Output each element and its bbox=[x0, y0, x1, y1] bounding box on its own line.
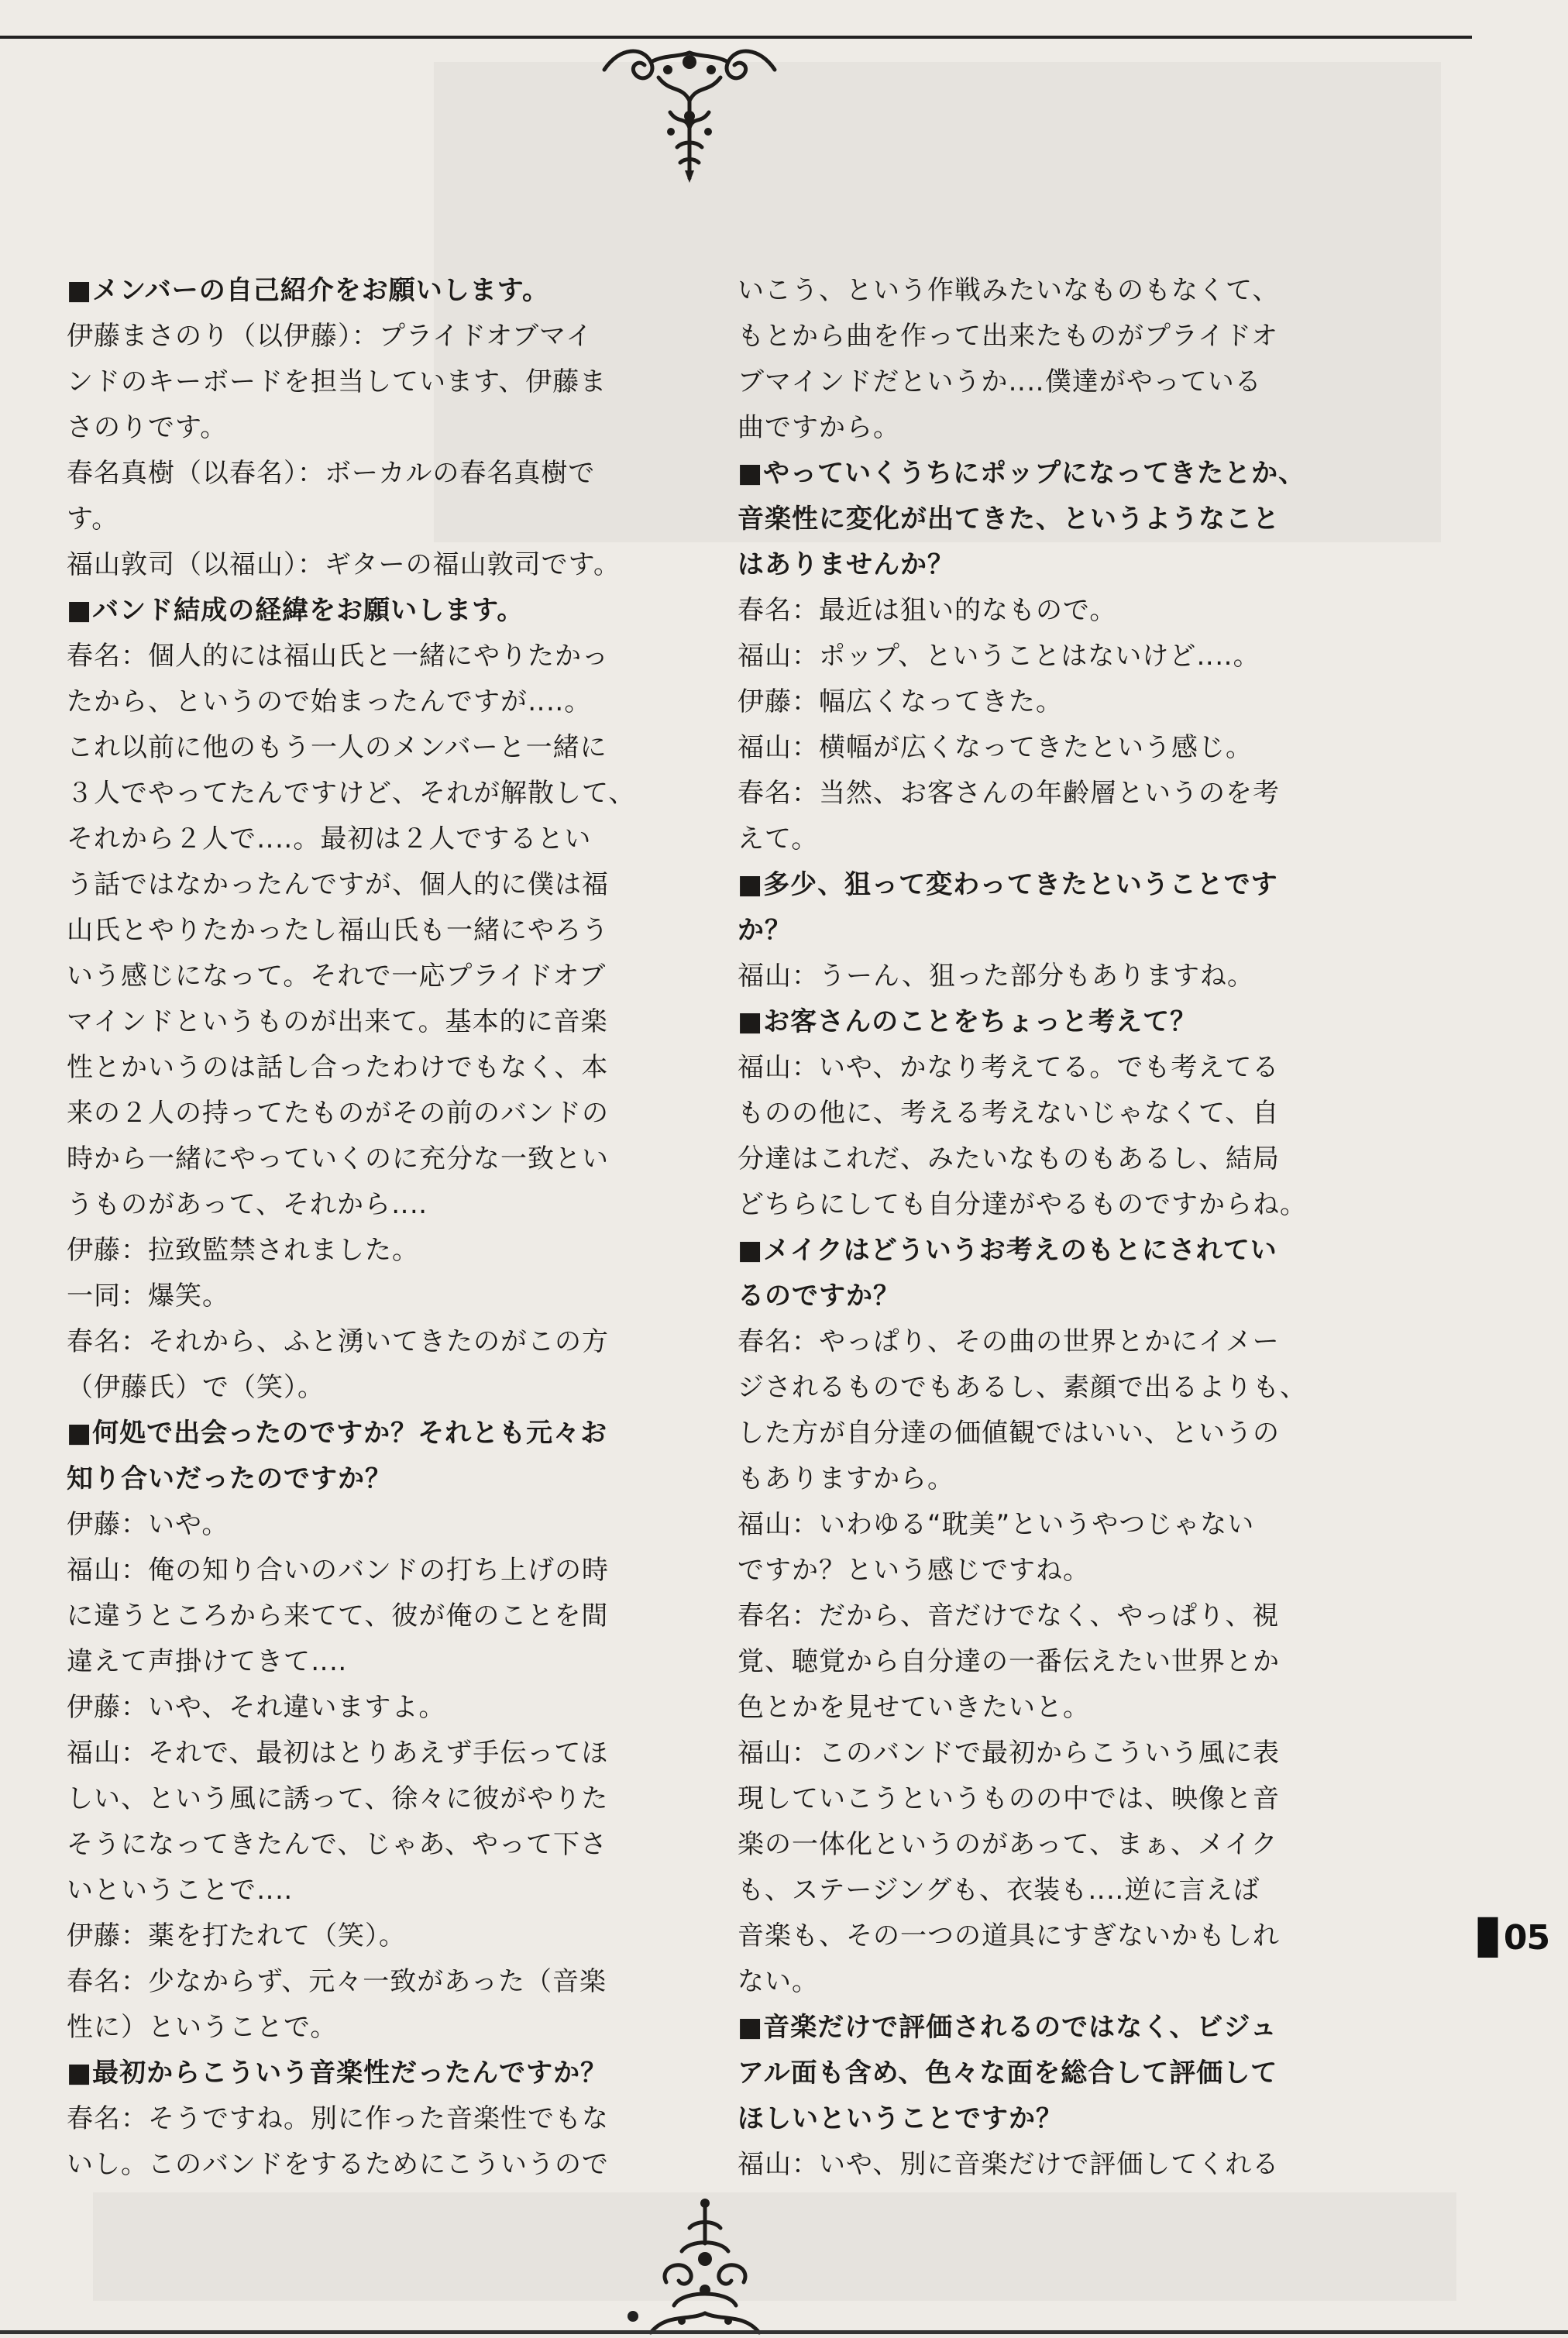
text-line: 性とかいうのは話し合ったわけでもなく、本 bbox=[67, 1052, 609, 1083]
text-line: 春名：少なからず、元々一致があった（音楽 bbox=[67, 1966, 607, 1997]
text-line: うものがあって、それから‥‥ bbox=[67, 1189, 428, 1220]
text-line: もありますから。 bbox=[738, 1463, 954, 1494]
text-line: マインドというものが出来て。基本的に音楽 bbox=[67, 1006, 608, 1037]
text-line: 伊藤：薬を打たれて（笑）。 bbox=[67, 1920, 406, 1951]
text-line: 曲ですから。 bbox=[738, 412, 900, 443]
text-line: 色とかを見せていきたいと。 bbox=[738, 1692, 1090, 1723]
text-line: 春名：やっぱり、その曲の世界とかにイメー bbox=[738, 1326, 1280, 1357]
background-shade-bottom bbox=[93, 2192, 1456, 2301]
text-line: どちらにしても自分達がやるものですからね。 bbox=[738, 1189, 1307, 1220]
text-line: 伊藤：拉致監禁されました。 bbox=[67, 1235, 419, 1266]
text-line: いう感じになって。それで一応プライドオブ bbox=[67, 961, 607, 992]
text-line: しい、という風に誘って、徐々に彼がやりた bbox=[67, 1783, 609, 1814]
text-line: ない。 bbox=[738, 1966, 819, 1997]
text-line: 現していこうというものの中では、映像と音 bbox=[738, 1783, 1280, 1814]
text-line: いこう、という作戦みたいなものもなくて、 bbox=[738, 275, 1280, 306]
text-line: ３人でやってたんですけど、それが解散して、 bbox=[67, 778, 636, 809]
text-line: 春名：そうですね。別に作った音楽性でもな bbox=[67, 2103, 609, 2134]
text-line: 来の２人の持ってたものがその前のバンドの bbox=[67, 1098, 609, 1129]
question-line: ほしいということですか？ bbox=[738, 2103, 1063, 2134]
right-column bbox=[738, 268, 1419, 2188]
page-number: ▊05 bbox=[1478, 1918, 1550, 1958]
question-line: 音楽性に変化が出てきた、というようなこと bbox=[738, 504, 1280, 535]
text-line: 山氏とやりたかったし福山氏も一緒にやろう bbox=[67, 915, 609, 946]
text-line: 福山：いや、別に音楽だけで評価してくれる bbox=[738, 2149, 1280, 2180]
text-line: 春名：最近は狙い的なもので。 bbox=[738, 595, 1117, 626]
text-line: さのりです。 bbox=[67, 412, 228, 443]
question-line: ■多少、狙って変わってきたということです bbox=[738, 869, 1278, 900]
text-line: 春名：当然、お客さんの年齢層というのを考 bbox=[738, 778, 1280, 809]
text-line: 音楽も、その一つの道具にすぎないかもしれ bbox=[738, 1920, 1280, 1951]
text-line: 春名真樹（以春名）：ボーカルの春名真樹で bbox=[67, 458, 596, 489]
text-line: 春名：だから、音だけでなく、やっぱり、視 bbox=[738, 1600, 1280, 1631]
text-line: 福山：いや、かなり考えてる。でも考えてる bbox=[738, 1052, 1280, 1083]
question-line: はありませんか？ bbox=[738, 549, 954, 580]
text-line: いし。このバンドをするためにこういうので bbox=[67, 2149, 609, 2180]
text-line: 福山：それで、最初はとりあえず手伝ってほ bbox=[67, 1738, 609, 1769]
text-line: 一同：爆笑。 bbox=[67, 1281, 229, 1312]
text-line: 分達はこれだ、みたいなものもあるし、結局 bbox=[738, 1143, 1280, 1174]
question-line: ■やっていくうちにポップになってきたとか、 bbox=[738, 458, 1306, 489]
question-line: ■何処で出会ったのですか？それとも元々お bbox=[67, 1418, 608, 1449]
question-line: 知り合いだったのですか？ bbox=[67, 1463, 392, 1494]
text-line: 伊藤：幅広くなってきた。 bbox=[738, 686, 1063, 717]
question-line: ■バンド結成の経緯をお願いします。 bbox=[67, 595, 524, 626]
bottom-dot bbox=[628, 2311, 638, 2322]
text-line: ものの他に、考える考えないじゃなくて、自 bbox=[738, 1098, 1280, 1129]
text-line: もとから曲を作って出来たものがプライドオ bbox=[738, 321, 1278, 352]
text-line: 福山：俺の知り合いのバンドの打ち上げの時 bbox=[67, 1555, 609, 1586]
text-line: 時から一緒にやっていくのに充分な一致とい bbox=[67, 1143, 609, 1174]
question-line: ■メイクはどういうお考えのもとにされてい bbox=[738, 1235, 1277, 1266]
question-line: か？ bbox=[738, 915, 792, 946]
text-line: 春名：それから、ふと湧いてきたのがこの方 bbox=[67, 1326, 609, 1357]
text-line: 伊藤：いや。 bbox=[67, 1509, 229, 1540]
text-line: 福山敦司（以福山）：ギターの福山敦司です。 bbox=[67, 549, 621, 580]
text-line: に違うところから来てて、彼が俺のことを間 bbox=[67, 1600, 609, 1631]
text-line: （伊藤氏）で（笑）。 bbox=[67, 1372, 325, 1403]
text-line: す。 bbox=[67, 504, 119, 535]
text-line: 伊藤：いや、それ違いますよ。 bbox=[67, 1692, 446, 1723]
bottom-rule bbox=[0, 2330, 1568, 2334]
text-line: ンドのキーボードを担当しています、伊藤ま bbox=[67, 366, 607, 397]
question-line: ■お客さんのことをちょっと考えて？ bbox=[738, 1006, 1198, 1037]
text-line: ブマインドだというか‥‥僕達がやっている bbox=[738, 366, 1262, 397]
text-line: いということで‥‥ bbox=[67, 1875, 294, 1906]
text-line: 覚、聴覚から自分達の一番伝えたい世界とか bbox=[738, 1646, 1280, 1677]
text-line: 春名：個人的には福山氏と一緒にやりたかっ bbox=[67, 641, 609, 672]
text-line: ですか？という感じですね。 bbox=[738, 1555, 1090, 1586]
text-line: 違えて声掛けてきて‥‥ bbox=[67, 1646, 348, 1677]
text-line: も、ステージングも、衣装も‥‥逆に言えば bbox=[738, 1875, 1260, 1906]
question-line: ■音楽だけで評価されるのではなく、ビジュ bbox=[738, 2012, 1277, 2043]
text-line: う話ではなかったんですが、個人的に僕は福 bbox=[67, 869, 609, 900]
question-line: ■メンバーの自己紹介をお願いします。 bbox=[67, 275, 550, 306]
bottom-ornament-icon bbox=[635, 2197, 775, 2336]
text-line: 福山：このバンドで最初からこういう風に表 bbox=[738, 1738, 1280, 1769]
question-line: アル面も含め、色々な面を総合して評価して bbox=[738, 2058, 1278, 2089]
text-line: 福山：いわゆる“耽美”というやつじゃない bbox=[738, 1509, 1255, 1540]
left-column bbox=[67, 268, 748, 2188]
text-line: これ以前に他のもう一人のメンバーと一緒に bbox=[67, 732, 607, 763]
text-line: ジされるものでもあるし、素顔で出るよりも、 bbox=[738, 1372, 1307, 1403]
text-line: それから２人で‥‥。最初は２人でするとい bbox=[67, 823, 592, 854]
text-line: たから、というので始まったんですが‥‥。 bbox=[67, 686, 592, 717]
top-ornament-icon bbox=[597, 39, 782, 186]
text-line: 楽の一体化というのがあって、まぁ、メイク bbox=[738, 1829, 1278, 1860]
text-line: 性に）ということで。 bbox=[67, 2012, 338, 2043]
text-line: 福山：横幅が広くなってきたという感じ。 bbox=[738, 732, 1253, 763]
text-line: そうになってきたんで、じゃあ、やって下さ bbox=[67, 1829, 607, 1860]
question-line: ■最初からこういう音楽性だったんですか？ bbox=[67, 2058, 608, 2089]
text-line: 福山：ポップ、ということはないけど‥‥。 bbox=[738, 641, 1260, 672]
text-line: 伊藤まさのり（以伊藤）：プライドオブマイ bbox=[67, 321, 593, 352]
text-line: 福山：うーん、狙った部分もありますね。 bbox=[738, 961, 1255, 992]
text-line: えて。 bbox=[738, 823, 819, 854]
text-line: した方が自分達の価値観ではいい、というの bbox=[738, 1418, 1280, 1449]
question-line: るのですか？ bbox=[738, 1281, 900, 1312]
